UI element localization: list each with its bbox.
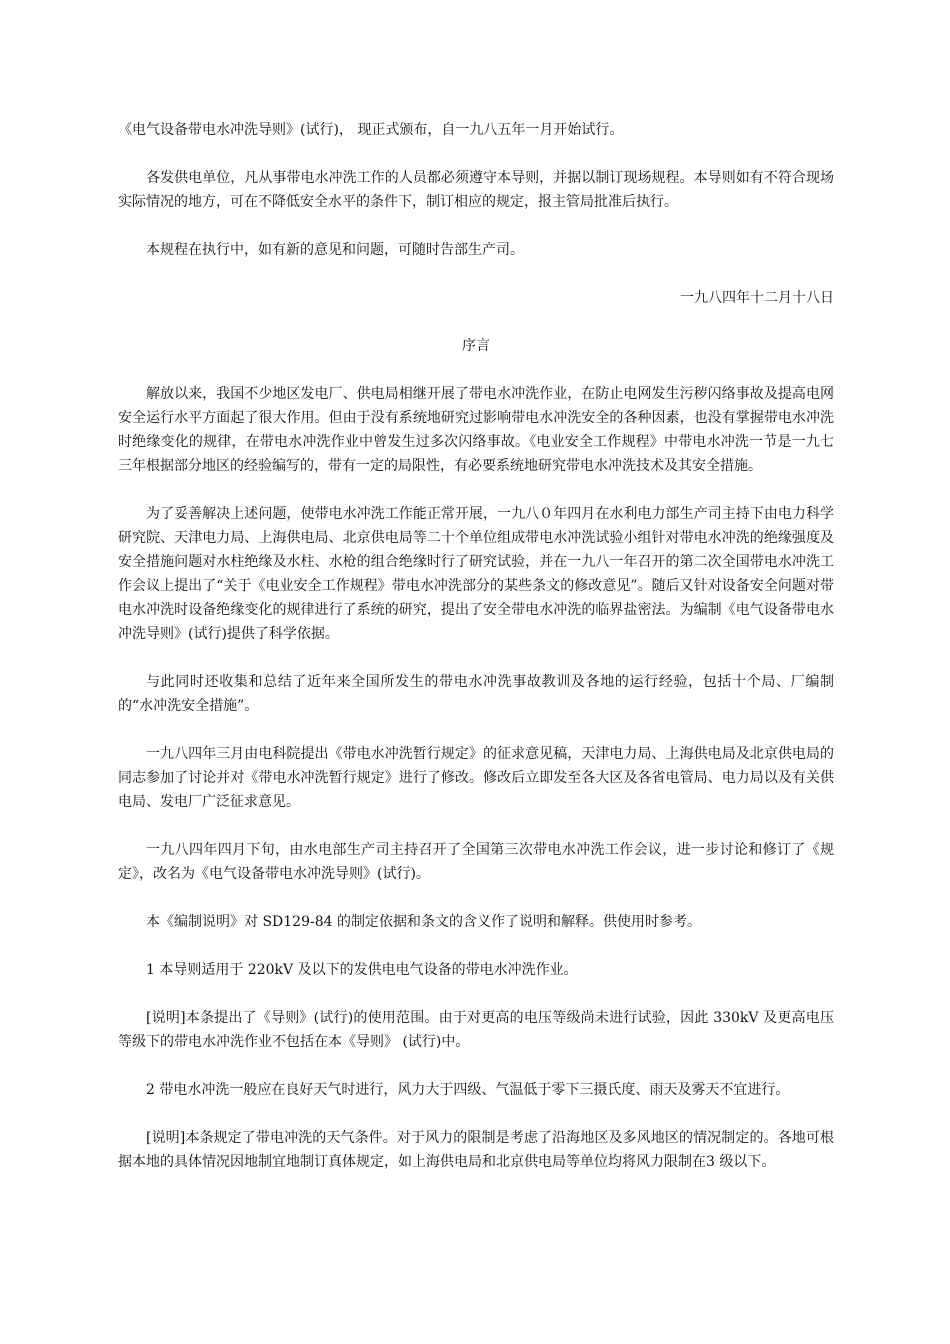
paragraph: 本《编制说明》对 SD129-84 的制定依据和条文的含义作了说明和解释。供使用时参考。 <box>146 914 701 930</box>
paragraph: 各发供电单位，凡从事带电水冲洗工作的人员都必须遵守本导则，并据以制订现场规程。本导则如有不符合现场实际情况的地方，可在不降低安全水平的条件下，制订相应的规定，报主管局批准后执行。 <box>118 170 834 210</box>
paragraph: 本规程在执行中，如有新的意见和问题，可随时告部生产司。 <box>146 242 524 258</box>
section-heading: 序言 <box>462 338 490 354</box>
clause-2-note: [说明]本条规定了带电冲洗的天气条件。对于风力的限制是考虑了沿海地区及多风地区的情况制定的。各地可根据本地的具体情况因地制宜地制订真体规定，如上海供电局和北京供电局等单位均将风力限制在3 级以下。 <box>118 1130 834 1170</box>
opening-paragraph: 《电气设备带电水冲洗导则》(试行)， 现正式颁布，自一九八五年一月开始试行。 <box>118 122 624 138</box>
clause-1-note: [说明]本条提出了《导则》(试行)的使用范围。由于对更高的电压等级尚未进行试验，因此 330kV 及更高电压等级下的带电水冲洗作业不包括在本《导则》 (试行)中。 <box>118 1010 834 1050</box>
paragraph: 一九八四年三月由电科院提出《带电水冲洗暂行规定》的征求意见稿，天津电力局、上海供电局及北京供电局的同志参加了讨论并对《带电水冲洗暂行规定》进行了修改。修改后立即发至各大区及各省电管局、电力局以及有关供电局、发电厂广泛征求意见。 <box>118 746 834 810</box>
paragraph: 一九八四年四月下旬，由水电部生产司主持召开了全国第三次带电水冲洗工作会议，进一步讨论和修订了《规定》，改名为《电气设备带电水冲洗导则》(试行)。 <box>118 842 834 882</box>
clause-2: 2 带电水冲洗一般应在良好天气时进行，风力大于四级、气温低于零下三摄氏度、雨天及雾天不宜进行。 <box>146 1082 790 1098</box>
paragraph: 为了妥善解决上述问题，使带电水冲洗工作能正常开展，一九八０年四月在水利电力部生产司主持下由电力科学研究院、天津电力局、上海供电局、北京供电局等二十个单位组成带电水冲洗试验小组针对带电水冲洗的绝缘强度及安全措施问题对水柱绝缘及水柱、水枪的组合绝缘时行了研究试验，并在一九八一年召开的第二次全国带电水冲洗工作会议上提出了“关于《电业安全工作规程》带电水冲洗部分的某些条文的修改意见”。随后又针对设备安全问题对带电水冲洗时设备绝缘变化的规律进行了系统的研究，提出了安全带电水冲洗的临界盐密法。为编制《电气设备带电水冲洗导则》(试行)提供了科学依据。 <box>118 506 834 642</box>
clause-1: 1 本导则适用于 220kV 及以下的发供电电气设备的带电水冲洗作业。 <box>146 962 578 978</box>
paragraph: 与此同时还收集和总结了近年来全国所发生的带电水冲洗事故教训及各地的运行经验，包括十个局、厂编制的“水冲洗安全措施”。 <box>118 674 834 714</box>
paragraph: 解放以来，我国不少地区发电厂、供电局相继开展了带电水冲洗作业，在防止电网发生污秽闪络事故及提高电网安全运行水平方面起了很大作用。但由于没有系统地研究过影响带电水冲洗安全的各种因素，也没有掌握带电水冲洗时绝缘变化的规律，在带电水冲洗作业中曾发生过多次闪络事故。《电业安全工作规程》中带电水冲洗一节是一九七三年根据部分地区的经验编写的，带有一定的局限性，有必要系统地研究带电水冲洗技术及其安全措施。 <box>118 386 834 474</box>
issue-date: 一九八四年十二月十八日 <box>680 290 834 306</box>
